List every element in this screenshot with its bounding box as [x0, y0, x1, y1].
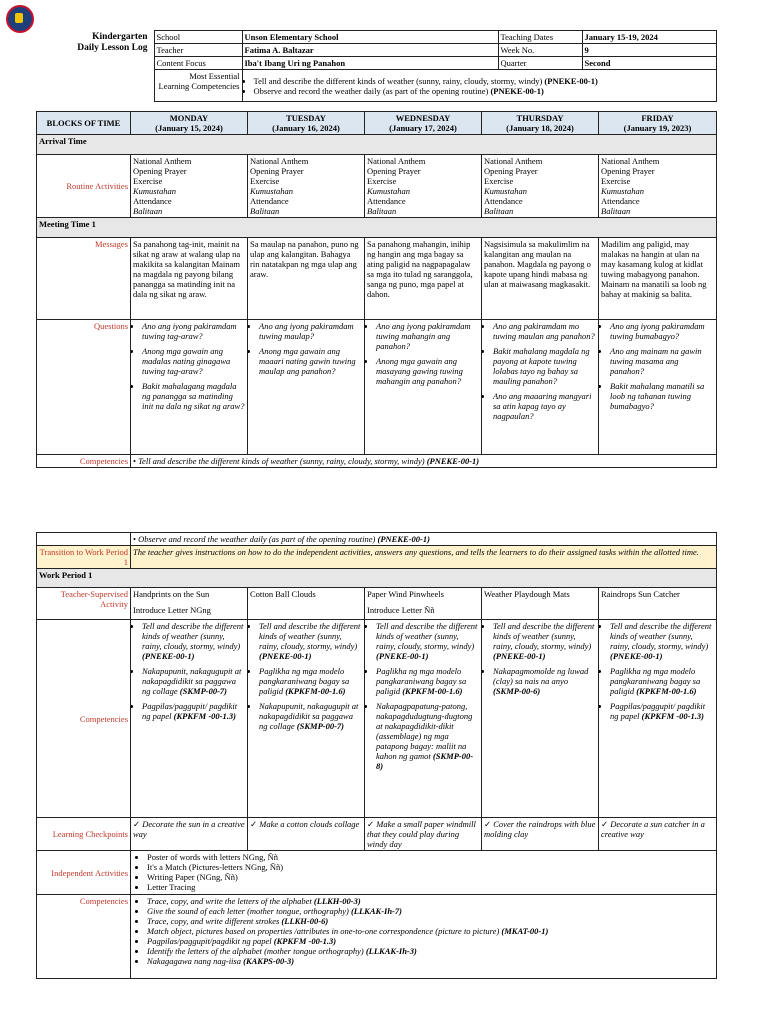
- message-cell: Nagsisimula sa makulimlim na kalangitan ang maulan na panahon. Magdala ng payong o kapote upang hindi mabasa ng ulan at maiwasang magkasakit.: [482, 238, 599, 320]
- blocks-header: BLOCKS OF TIME: [37, 112, 131, 135]
- wp-competency-cell: • Tell and describe the different kinds of weather (sunny, rainy, cloudy, stormy, windy) (PNEKE-00-1) • Nakapagmomolde ng luwad (clay) sa nais na anyo (SKMP-00-6): [482, 620, 599, 818]
- independent-item: • Writing Paper (NGng, Ññ): [147, 872, 714, 882]
- transition-row: [37, 546, 717, 569]
- melc-label: Most Essential Learning Competencies: [154, 70, 242, 102]
- competency-item: • Give the sound of each letter (mother tongue, orthography) (LLKAK-Ih-7): [147, 906, 714, 916]
- questions-cell: • Ano ang iyong pakiramdam tuwing mahangin ang panahon? • Anong mga gawain ang masayang gawing tuwing mahangin ang panahon?: [365, 320, 482, 455]
- wp-competency-cell: • Tell and describe the different kinds of weather (sunny, rainy, cloudy, stormy, windy) (PNEKE-00-1) • Nakapupunit, nakagugupit at nakapagdidikit sa paggawa ng collage (SKMP-00-7) • Pagpilas/paggupit/ pagdikit ng papel (KPKFM -00-1.3): [131, 620, 248, 818]
- day-header-thursday: THURSDAY (January 18, 2024): [482, 112, 599, 135]
- wp-competencies-label: Competencies: [37, 620, 131, 818]
- competency-item: • Match object, pictures based on properties /attributes in one-to-one correspondence (picture to picture) (MKAT-00-1): [147, 926, 714, 936]
- meeting-competencies-row: [37, 455, 717, 468]
- melc-item: • Observe and record the weather daily (as part of the opening routine) (PNEKE-00-1): [254, 86, 714, 96]
- transition-text: The teacher gives instructions on how to do the independent activities, answers any questions, and tells the learners to do their assigned tasks within the allotted time.: [131, 546, 717, 569]
- activity-cell: Weather Playdough Mats: [482, 588, 599, 620]
- checkpoint-cell: ✓ Make a cotton clouds collage: [248, 818, 365, 851]
- dates-label: Teaching Dates: [498, 31, 582, 44]
- day-header-monday: MONDAY (January 15, 2024): [131, 112, 248, 135]
- message-cell: Sa panahong mahangin, inihip ng hangin ang mga bagay sa ating paligid na nagpapagalaw sa mga ito tulad ng saranggola, sanga ng puno, mga papel at dahon.: [365, 238, 482, 320]
- independent-item: • Poster of words with letters NGng, Ññ: [147, 852, 714, 862]
- day-header-friday: FRIDAY (January 19, 2023): [599, 112, 717, 135]
- week-value: 9: [582, 44, 716, 57]
- competency-item: • Trace, copy, and write the letters of the alphabet (LLKH-00-3): [147, 896, 714, 906]
- independent-item: • It's a Match (Pictures-letters NGng, Ññ): [147, 862, 714, 872]
- quarter-value: Second: [582, 57, 716, 70]
- dll-table-page2: [36, 532, 717, 979]
- meeting-competency: • Tell and describe the different kinds of weather (sunny, rainy, cloudy, stormy, windy) (PNEKE-00-1): [131, 455, 717, 468]
- melc-list: [245, 76, 714, 96]
- week-label: Week No.: [498, 44, 582, 57]
- wp-competency-cell: • Tell and describe the different kinds of weather (sunny, rainy, cloudy, stormy, windy) (PNEKE-00-1) • Paglikha ng mga modelo pangkaraniwang bagay sa paligid (KPKFM-00-1.6) • Nakapupunit, nakagugupit at nakapagdidikit sa paggawa ng collage (SKMP-00-7): [248, 620, 365, 818]
- checkpoint-cell: ✓ Decorate the sun in a creative way: [131, 818, 248, 851]
- routine-cell: National Anthem Opening Prayer Exercise Kumustahan Attendance Balitaan: [482, 155, 599, 218]
- deped-logo: [6, 5, 34, 33]
- school-value: Unson Elementary School: [242, 31, 498, 44]
- independent-competencies-row: [37, 895, 717, 979]
- activity-cell: Handprints on the Sun Introduce Letter NGng: [131, 588, 248, 620]
- arrival-time-header: Arrival Time: [37, 135, 717, 155]
- routine-cell: National Anthem Opening Prayer Exercise Kumustahan Attendance Balitaan: [365, 155, 482, 218]
- questions-cell: • Ano ang iyong pakiramdam tuwing tag-araw? • Anong mga gawain ang madalas nating ginagawa tuwing tag-araw? • Bakit mahalagang magdala ng panangga sa matinding init na dala ng sikat ng araw?: [131, 320, 248, 455]
- independent-item: • Letter Tracing: [147, 882, 714, 892]
- independent-competencies-label: Competencies: [37, 895, 131, 979]
- questions-cell: • Ano ang pakiramdam mo tuwing maulan ang panahon? • Bakit mahalang magdala ng payong at kapote tuwing lolabas tayo ng bahay sa mauling panahon? • Ano ang maaaring mangyari sa atin kapag tayo ay nagpaulan?: [482, 320, 599, 455]
- routine-cell: National Anthem Opening Prayer Exercise Kumustahan Attendance Balitaan: [131, 155, 248, 218]
- focus-value: Iba't Ibang Uri ng Panahon: [242, 57, 498, 70]
- checkpoint-cell: ✓ Decorate a sun catcher in a creative way: [599, 818, 717, 851]
- checkpoints-label: Learning Checkpoints: [37, 818, 131, 851]
- competency-item: • Identify the letters of the alphabet (mother tongue orthography) (LLKAK-Ih-3): [147, 946, 714, 956]
- independent-list-cell: [131, 851, 717, 895]
- independent-label: Independent Activities: [37, 851, 131, 895]
- checkpoint-cell: ✓ Make a small paper windmill that they could play during windy day: [365, 818, 482, 851]
- routine-cell: National Anthem Opening Prayer Exercise Kumustahan Attendance Balitaan: [599, 155, 717, 218]
- competency-item: • Nakagagawa nang nag-iisa (KAKPS-00-3): [147, 956, 714, 966]
- meeting-time-header: Meeting Time 1: [37, 218, 717, 238]
- competency-item: • Pagpilas/paggupit/pagdikit ng papel (KPKFM -00-1.3): [147, 936, 714, 946]
- checkpoints-row: [37, 818, 717, 851]
- activity-cell: Raindrops Sun Catcher: [599, 588, 717, 620]
- activities-row: [37, 588, 717, 620]
- routine-label: Routine Activities: [37, 155, 131, 218]
- school-label: School: [154, 31, 242, 44]
- work-period-header: Work Period 1: [37, 569, 717, 588]
- checkpoint-cell: ✓ Cover the raindrops with blue molding clay: [482, 818, 599, 851]
- questions-label: Questions: [37, 320, 131, 455]
- dll-table-page1: [36, 111, 717, 468]
- wp-competency-cell: • Tell and describe the different kinds of weather (sunny, rainy, cloudy, stormy, windy) (PNEKE-00-1) • Paglikha ng mga modelo pangkaraniwang bagay sa paligid (KPKFM-00-1.6) • Nakapagpapatung-patong, nakapagdudugtung-dugtong at nakapagdidikit-dikit (assemblage) ng mga patapong bagay: maliit na kahon ng gamot (SKMP-00-8): [365, 620, 482, 818]
- focus-label: Content Focus: [154, 57, 242, 70]
- questions-row: [37, 320, 717, 455]
- day-header-tuesday: TUESDAY (January 16, 2024): [248, 112, 365, 135]
- title-line2: Daily Lesson Log: [77, 42, 148, 53]
- routine-row: [37, 155, 717, 218]
- observe-competency: • Observe and record the weather daily (as part of the opening routine) (PNEKE-00-1): [131, 533, 717, 546]
- teacher-label: Teacher: [154, 44, 242, 57]
- questions-cell: • Ano ang iyong pakiramdam tuwing bumabagyo? • Ano ang mainam na gawin tuwing masama ang panahon? • Bakit mahalang manatili sa loob ng tahanan tuwing bumabagyo?: [599, 320, 717, 455]
- independent-row: [37, 851, 717, 895]
- message-cell: Madilim ang paligid, may malakas na hangin at ulan na may kasamang kulog at kidlat tuwing mabagyong panahon. Mainam na manatili sa loob ng bahay at makinig sa balita.: [599, 238, 717, 320]
- competencies-label: Competencies: [37, 455, 131, 468]
- melc-item: • Tell and describe the different kinds of weather (sunny, rainy, cloudy, stormy, windy) (PNEKE-00-1): [254, 76, 714, 86]
- quarter-label: Quarter: [498, 57, 582, 70]
- header-table: [36, 30, 717, 102]
- day-header-wednesday: WEDNESDAY (January 17, 2024): [365, 112, 482, 135]
- message-cell: Sa maulap na panahon, puno ng ulap ang kalangitan. Bahagya rin natatakpan ng mga ulap ang araw.: [248, 238, 365, 320]
- message-cell: Sa panahong tag-init, mainit na sikat ng araw at walang ulap na makikita sa kalangitan Mainam na magdala ng payong bilang panangga sa matinding init na dala ng sikat ng araw.: [131, 238, 248, 320]
- teacher-supervised-label: Teacher-Supervised Activity: [37, 588, 131, 620]
- routine-cell: National Anthem Opening Prayer Exercise Kumustahan Attendance Balitaan: [248, 155, 365, 218]
- activity-cell: Paper Wind Pinwheels Introduce Letter Ññ: [365, 588, 482, 620]
- dates-value: January 15-19, 2024: [582, 31, 716, 44]
- wp-competency-cell: • Tell and describe the different kinds of weather (sunny, rainy, cloudy, stormy, windy) (PNEKE-00-1) • Paglikha ng mga modelo pangkaraniwang bagay sa paligid (KPKFM-00-1.6) • Pagpilas/paggupit/ pagdikit ng papel (KPKFM -00-1.3): [599, 620, 717, 818]
- messages-label: Messages: [37, 238, 131, 320]
- teacher-value: Fatima A. Baltazar: [242, 44, 498, 57]
- questions-cell: • Ano ang iyong pakiramdam tuwing maulap? • Anong mga gawain ang maaari nating gawin tuwing maulap ang panahon?: [248, 320, 365, 455]
- independent-competencies-cell: [131, 895, 717, 979]
- activity-cell: Cotton Ball Clouds: [248, 588, 365, 620]
- wp-competencies-row: [37, 620, 717, 818]
- messages-row: [37, 238, 717, 320]
- competency-item: • Trace, copy, and write different strokes (LLKH-00-6): [147, 916, 714, 926]
- title-line1: Kindergarten: [92, 31, 148, 42]
- transition-label: Transition to Work Period 1: [37, 546, 131, 569]
